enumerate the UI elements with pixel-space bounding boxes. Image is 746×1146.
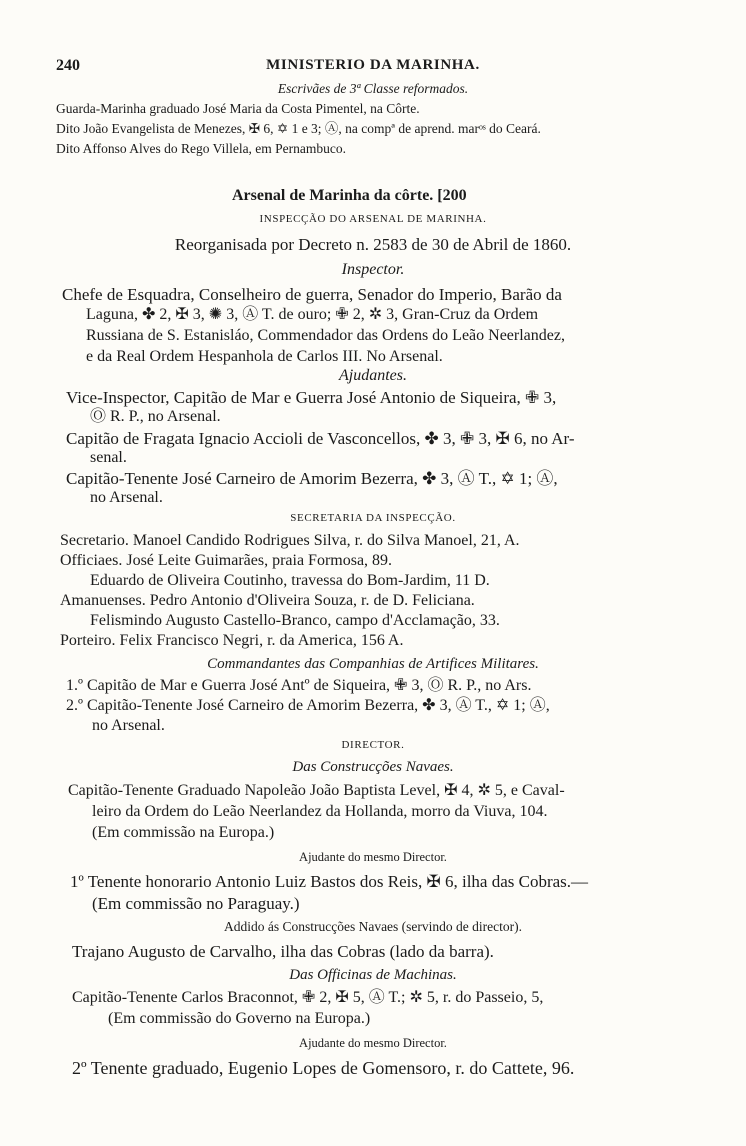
ajudantes-line: Vice-Inspector, Capitão de Mar e Guerra José Antonio de Siqueira, ✙ 3,: [66, 388, 557, 407]
officinas-line: Capitão-Tenente Carlos Braconnot, ✙ 2, ✠ 5, Ⓐ T.; ✲ 5, r. do Passeio, 5,: [72, 989, 544, 1006]
inspector-line: e da Real Ordem Hespanhola de Carlos III. No Arsenal.: [86, 348, 443, 365]
secretaria-line: Porteiro. Felix Francisco Negri, r. da America, 156 A.: [60, 632, 404, 649]
escrivaes-line: Dito João Evangelista de Menezes, ✠ 6, ✡ 1 e 3; Ⓐ, na compª de aprend. marᵒˢ do Ceará.: [56, 121, 541, 136]
arsenal-subtitle: INSPECÇÃO DO ARSENAL DE MARINHA.: [259, 213, 487, 225]
ajudante-director-heading: Ajudante do mesmo Director.: [299, 850, 447, 864]
reorganisation-note: Reorganisada por Decreto n. 2583 de 30 de Abril de 1860.: [174, 235, 572, 254]
ajudantes-line: senal.: [90, 449, 127, 466]
ajudante-director-line: 1º Tenente honorario Antonio Luiz Bastos dos Reis, ✠ 6, ilha das Cobras.—: [70, 872, 589, 891]
officinas-line: (Em commissão do Governo na Europa.): [108, 1010, 371, 1027]
commandantes-heading: Commandantes das Companhias de Artifices Militares.: [207, 656, 539, 672]
ajudantes-line: Capitão-Tenente José Carneiro de Amorim Bezerra, ✤ 3, Ⓐ T., ✡ 1; Ⓐ,: [66, 469, 558, 488]
construccoes-heading: Das Construcções Navaes.: [292, 759, 454, 775]
ajudante-director-heading: Ajudante do mesmo Director.: [299, 1036, 447, 1050]
ajudantes-heading: Ajudantes.: [339, 367, 407, 384]
escrivaes-line: Dito Affonso Alves do Rego Villela, em Pernambuco.: [56, 141, 347, 156]
inspector-line: Laguna, ✤ 2, ✠ 3, ✺ 3, Ⓐ T. de ouro; ✙ 2, ✲ 3, Gran-Cruz da Ordem: [86, 306, 539, 323]
running-title: MINISTERIO DA MARINHA.: [266, 57, 480, 73]
ajudante-director-line: (Em commissão no Paraguay.): [92, 894, 300, 913]
addido-line: Trajano Augusto de Carvalho, ilha das Cobras (lado da barra).: [72, 942, 494, 961]
commandantes-line: 1.º Capitão de Mar e Guerra José Antº de Siqueira, ✙ 3, Ⓞ R. P., no Ars.: [66, 677, 532, 694]
inspector-line: Chefe de Esquadra, Conselheiro de guerra, Senador do Imperio, Barão da: [62, 285, 562, 304]
secretaria-line: Eduardo de Oliveira Coutinho, travessa do Bom-Jardim, 11 D.: [90, 572, 490, 589]
escrivaes-heading: Escrivães de 3ª Classe reformados.: [277, 81, 469, 96]
ajudantes-line: no Arsenal.: [90, 489, 163, 506]
commandantes-line: 2.º Capitão-Tenente José Carneiro de Amorim Bezerra, ✤ 3, Ⓐ T., ✡ 1; Ⓐ,: [66, 697, 550, 714]
commandantes-line: no Arsenal.: [92, 717, 165, 734]
ajudante-director-line: 2º Tenente graduado, Eugenio Lopes de Gomensoro, r. do Cattete, 96.: [72, 1058, 575, 1078]
director-line: (Em commissão na Europa.): [92, 824, 275, 841]
escrivaes-line: Guarda-Marinha graduado José Maria da Costa Pimentel, na Côrte.: [56, 101, 420, 116]
director-line: leiro da Ordem do Leão Neerlandez da Hollanda, morro da Viuva, 104.: [92, 803, 548, 820]
inspector-line: Russiana de S. Estanisláo, Commendador das Ordens do Leão Neerlandez,: [86, 327, 565, 344]
officinas-heading: Das Officinas de Machinas.: [289, 967, 457, 983]
page-number: 240: [56, 57, 80, 74]
director-heading: DIRECTOR.: [341, 739, 405, 751]
inspector-heading: Inspector.: [341, 261, 405, 278]
secretaria-line: Secretario. Manoel Candido Rodrigues Silva, r. do Silva Manoel, 21, A.: [60, 532, 520, 549]
director-line: Capitão-Tenente Graduado Napoleão João Baptista Level, ✠ 4, ✲ 5, e Caval-: [68, 782, 565, 799]
addido-heading: Addido ás Construcções Navaes (servindo de director).: [223, 919, 523, 934]
secretaria-line: Felismindo Augusto Castello-Branco, campo d'Acclamação, 33.: [90, 612, 500, 629]
arsenal-title: Arsenal de Marinha da côrte. [200: [232, 187, 467, 204]
ajudantes-line: Ⓞ R. P., no Arsenal.: [90, 408, 221, 425]
secretaria-heading: SECRETARIA DA INSPECÇÃO.: [290, 512, 456, 524]
ajudantes-line: Capitão de Fragata Ignacio Accioli de Vasconcellos, ✤ 3, ✙ 3, ✠ 6, no Ar-: [66, 429, 575, 448]
secretaria-line: Amanuenses. Pedro Antonio d'Oliveira Souza, r. de D. Feliciana.: [60, 592, 475, 609]
secretaria-line: Officiaes. José Leite Guimarães, praia Formosa, 89.: [60, 552, 393, 569]
